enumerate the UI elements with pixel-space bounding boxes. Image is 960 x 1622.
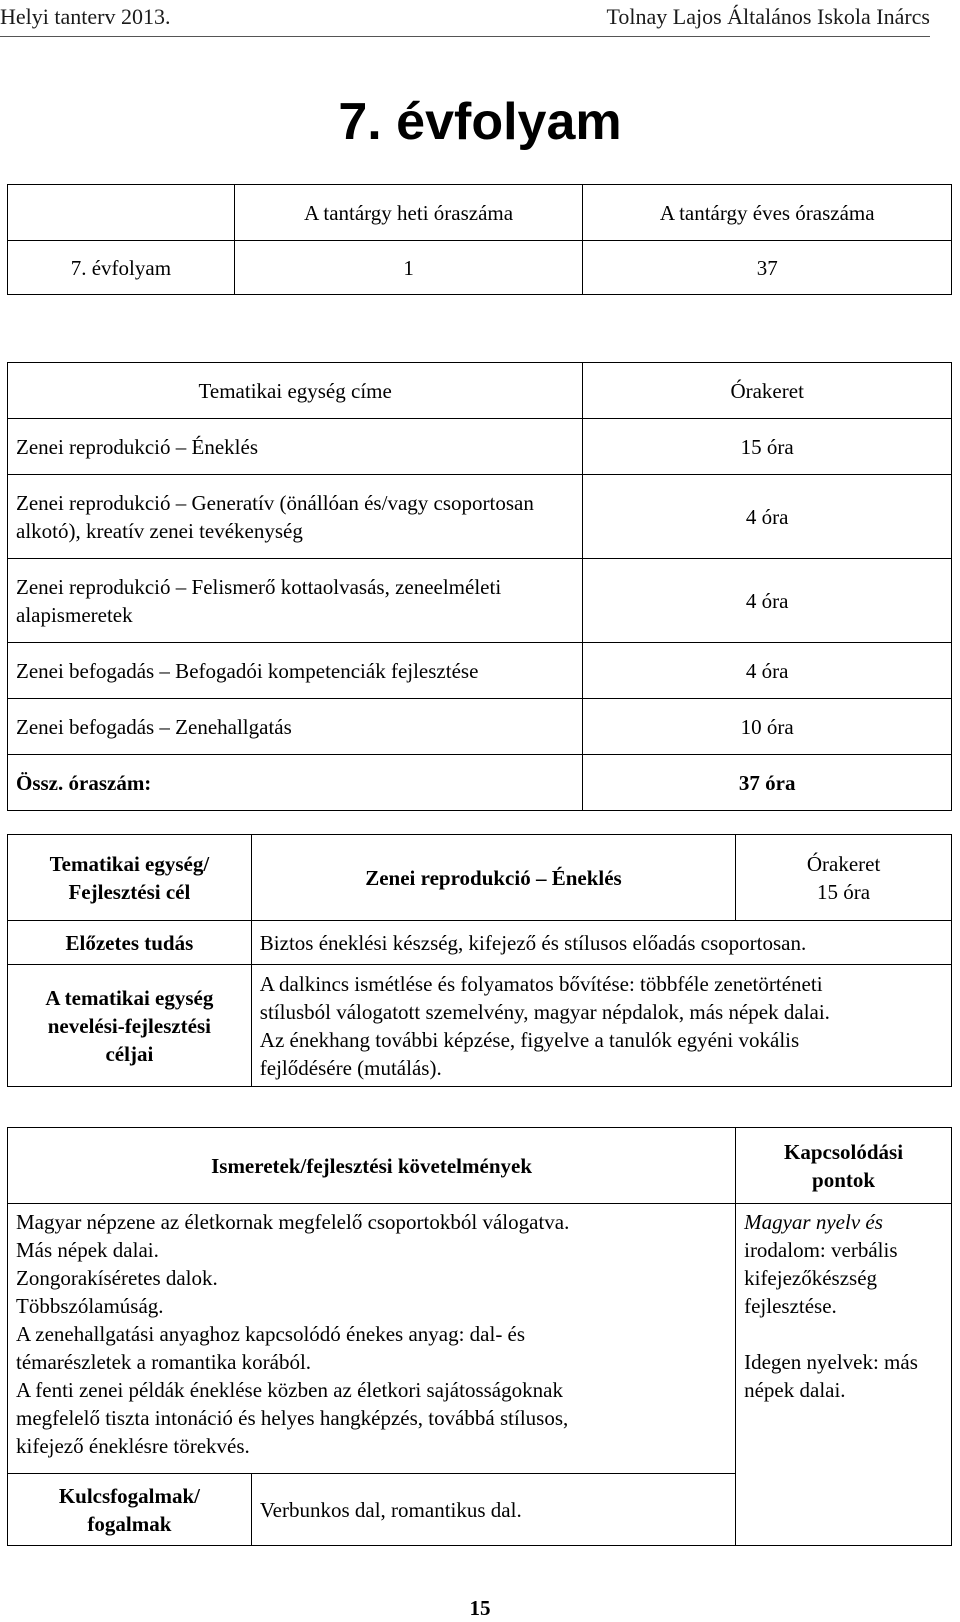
unit-row-hours: 15 óra [583, 419, 952, 475]
hours-weekly-value: 1 [234, 241, 583, 295]
hours-row-label: 7. évfolyam [8, 241, 235, 295]
unit-name: Zenei reprodukció – Éneklés [251, 835, 735, 921]
links-line: Idegen nyelvek: más [744, 1350, 918, 1374]
links-line: kifejezőkészség [744, 1266, 878, 1290]
units-total-value: 37 óra [583, 755, 952, 811]
requirement-line: témarészletek a romantika korából. [16, 1350, 312, 1374]
unit-row-hours: 4 óra [583, 559, 952, 643]
unit-row-title: Zenei befogadás – Zenehallgatás [8, 699, 583, 755]
links-line-italic: Magyar nyelv és [744, 1210, 883, 1234]
unit-label-line: Tematikai egység/ [49, 851, 210, 876]
page-number: 15 [469, 1596, 491, 1620]
unit-row-title: Zenei reprodukció – Felismerő kottaolvasás, zeneelméleti alapismeretek [8, 559, 583, 643]
requirement-line: megfelelő tiszta intonáció és helyes hangképzés, továbbá stílusos, [16, 1406, 569, 1430]
requirement-line: Többszólamúság. [16, 1294, 164, 1318]
key-concepts-label-line: Kulcsfogalmak/ [58, 1483, 200, 1508]
links-col-cell [736, 1128, 952, 1204]
unit-row-hours: 10 óra [583, 699, 952, 755]
requirements-col: Ismeretek/fejlesztési követelmények [8, 1128, 736, 1204]
hours-table [7, 184, 952, 295]
header-rule [0, 36, 930, 37]
requirement-line: Zongorakíséretes dalok. [16, 1266, 218, 1290]
goals-text-line: stílusból válogatott szemelvény, magyar népdalok, más népek dalai. [259, 999, 830, 1024]
unit-label-line: Fejlesztési cél [68, 879, 191, 904]
requirement-line: A fenti zenei példák éneklése közben az életkori sajátosságoknak [16, 1378, 563, 1402]
hours-col-yearly: A tantárgy éves óraszáma [583, 185, 952, 241]
hours-table-corner [8, 185, 235, 241]
goals-label-line: céljai [105, 1041, 154, 1066]
requirement-line: A zenehallgatási anyaghoz kapcsolódó énekes anyag: dal- és [16, 1322, 526, 1346]
unit-row-hours: 4 óra [583, 643, 952, 699]
units-col-title: Tematikai egység címe [8, 363, 583, 419]
requirements-table [7, 1127, 952, 1546]
goals-text-line: Az énekhang további képzése, figyelve a tanulók egyéni vokális [259, 1027, 800, 1052]
requirement-line: Más népek dalai. [16, 1238, 159, 1262]
unit-row-title: Zenei reprodukció – Éneklés [8, 419, 583, 475]
unit-label-cell [8, 835, 252, 921]
requirement-line: kifejező éneklésre törekvés. [16, 1434, 250, 1458]
requirement-line: Magyar népzene az életkornak megfelelő csoportokból válogatva. [16, 1210, 570, 1234]
units-total-label: Össz. óraszám: [8, 755, 583, 811]
header-left: Helyi tanterv 2013. [0, 4, 171, 29]
links-line: fejlesztése. [744, 1294, 837, 1318]
goals-label-line: nevelési-fejlesztési [47, 1013, 212, 1038]
links-line: népek dalai. [744, 1378, 846, 1402]
goals-text-cell [251, 965, 951, 1087]
goals-text-line: fejlődésére (mutálás). [259, 1055, 442, 1080]
units-col-hours: Órakeret [583, 363, 952, 419]
header-right: Tolnay Lajos Általános Iskola Inárcs [606, 4, 930, 29]
units-table [7, 362, 952, 811]
goals-text-line: A dalkincs ismétlése és folyamatos bővítése: többféle zenetörténeti [259, 971, 823, 996]
key-concepts-text: Verbunkos dal, romantikus dal. [251, 1474, 735, 1546]
links-col-line: Kapcsolódási [784, 1139, 904, 1164]
links-line: irodalom: verbális [744, 1238, 898, 1262]
page-title: 7. évfolyam [338, 93, 622, 151]
links-spacer [744, 1320, 943, 1348]
goals-label-cell [8, 965, 252, 1087]
requirements-text-cell [8, 1204, 736, 1474]
unit-hours-value: 15 óra [817, 879, 871, 904]
prior-knowledge-label: Előzetes tudás [8, 921, 252, 965]
goals-label-line: A tematikai egység [45, 985, 214, 1010]
hours-yearly-value: 37 [583, 241, 952, 295]
unit-row-hours: 4 óra [583, 475, 952, 559]
links-col-line: pontok [812, 1167, 876, 1192]
key-concepts-label-line: fogalmak [87, 1511, 172, 1536]
unit-detail-table [7, 834, 952, 1087]
links-text-cell [736, 1204, 952, 1546]
unit-hours-label: Órakeret [806, 851, 881, 876]
unit-hours-cell [736, 835, 952, 921]
unit-row-title: Zenei reprodukció – Generatív (önállóan és/vagy csoportosan alkotó), kreatív zenei tevékenység [8, 475, 583, 559]
key-concepts-label-cell [8, 1474, 252, 1546]
hours-col-weekly: A tantárgy heti óraszáma [234, 185, 583, 241]
prior-knowledge-text: Biztos éneklési készség, kifejező és stílusos előadás csoportosan. [251, 921, 951, 965]
unit-row-title: Zenei befogadás – Befogadói kompetenciák fejlesztése [8, 643, 583, 699]
